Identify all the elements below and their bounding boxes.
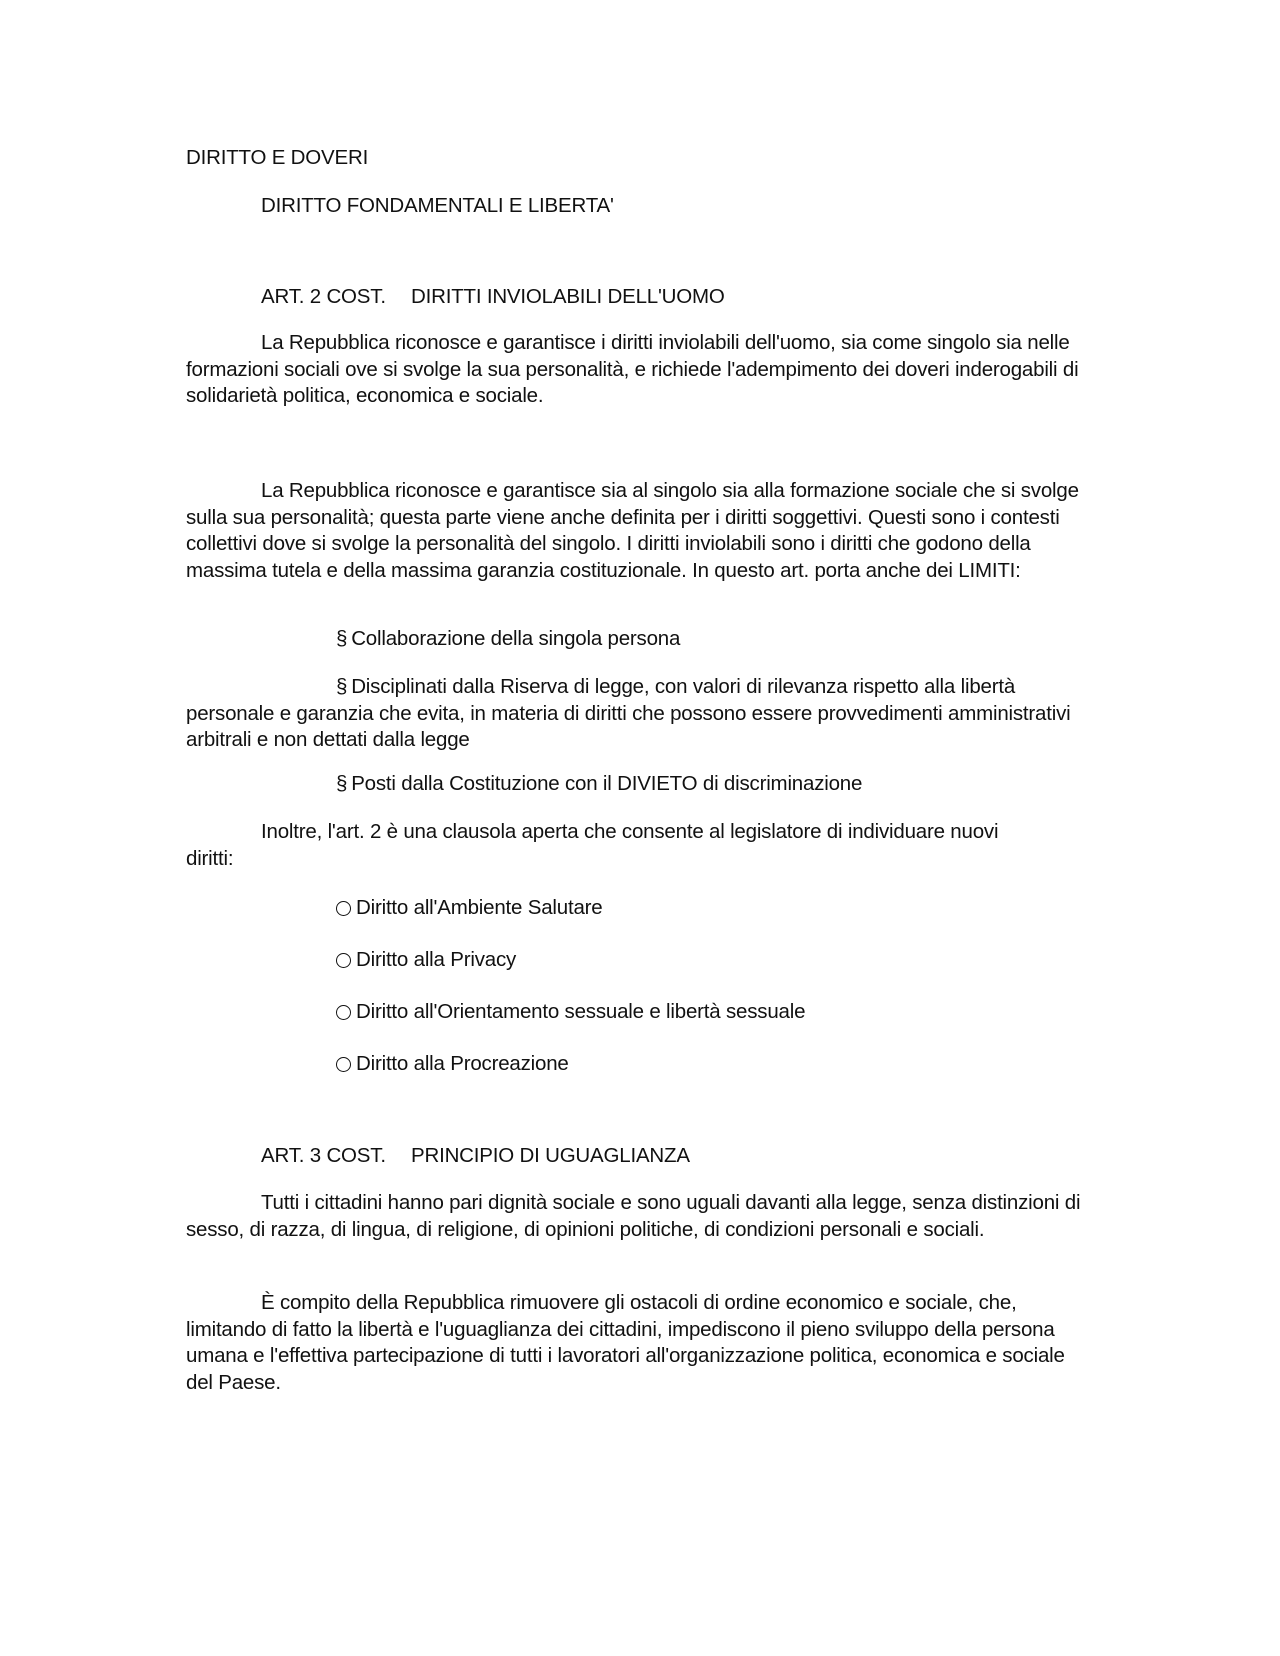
limit-item: § Posti dalla Costituzione con il DIVIETO di discriminazione bbox=[336, 772, 863, 795]
section-symbol: § bbox=[336, 772, 348, 795]
new-right-item: Diritto alla Privacy bbox=[336, 947, 516, 974]
document-title: DIRITTO E DOVERI bbox=[186, 146, 369, 169]
circle-bullet-icon bbox=[336, 1005, 351, 1020]
art3-paragraph-2: È compito della Repubblica rimuovere gli ostacoli di ordine economico e sociale, che, limitando di fatto la libertà e l'uguaglianza dei cittadini, impediscono il pieno sviluppo della persona umana e l'effettiva partecipazione di tutti i lavoratori all'organizzazione politica, economica e sociale del Paese. bbox=[186, 1291, 1065, 1394]
document-subtitle: DIRITTO FONDAMENTALI E LIBERTA' bbox=[261, 194, 614, 217]
new-right-item: Diritto all'Orientamento sessuale e libertà sessuale bbox=[336, 999, 805, 1026]
limit-item: § Disciplinati dalla Riserva di legge, con valori di rilevanza rispetto alla libertà personale e garanzia che evita, in materia di diritti che possono essere provvedimenti amministrativi arbitrali e non dettati dalla legge bbox=[186, 675, 1071, 751]
circle-bullet-icon bbox=[336, 901, 351, 916]
art2-heading bbox=[261, 284, 725, 311]
circle-bullet-icon bbox=[336, 953, 351, 968]
art2-number: ART. 2 COST. bbox=[261, 285, 386, 308]
section-symbol: § bbox=[336, 627, 348, 650]
new-right-item: Diritto all'Ambiente Salutare bbox=[336, 895, 603, 922]
new-right-item: Diritto alla Procreazione bbox=[336, 1051, 569, 1078]
art3-heading bbox=[261, 1143, 690, 1170]
section-symbol: § bbox=[336, 675, 348, 698]
art3-number: ART. 3 COST. bbox=[261, 1144, 386, 1167]
art3-paragraph-1: Tutti i cittadini hanno pari dignità sociale e sono uguali davanti alla legge, senza distinzioni di sesso, di razza, di lingua, di religione, di opinioni politiche, di condizioni personali e sociali. bbox=[186, 1191, 1081, 1241]
circle-bullet-icon bbox=[336, 1057, 351, 1072]
art2-text: La Repubblica riconosce e garantisce i diritti inviolabili dell'uomo, sia come singolo sia nelle formazioni sociali ove si svolge la sua personalità, e richiede l'adempimento dei doveri inderogabili di solidarietà politica, economica e sociale. bbox=[186, 331, 1079, 407]
art2-name: DIRITTI INVIOLABILI DELL'UOMO bbox=[411, 285, 725, 308]
art3-name: PRINCIPIO DI UGUAGLIANZA bbox=[411, 1144, 690, 1167]
limit-item: § Collaborazione della singola persona bbox=[336, 627, 681, 650]
art2-open-clause: Inoltre, l'art. 2 è una clausola aperta che consente al legislatore di individuare nuovi diritti: bbox=[186, 820, 999, 870]
art2-commentary: La Repubblica riconosce e garantisce sia al singolo sia alla formazione sociale che si svolge sulla sua personalità; questa parte viene anche definita per i diritti soggettivi. Questi sono i contesti collettivi dove si svolge la personalità del singolo. I diritti inviolabili sono i diritti che godono della massima tutela e della massima garanzia costituzionale. In questo art. porta anche dei LIMITI: bbox=[186, 479, 1079, 582]
